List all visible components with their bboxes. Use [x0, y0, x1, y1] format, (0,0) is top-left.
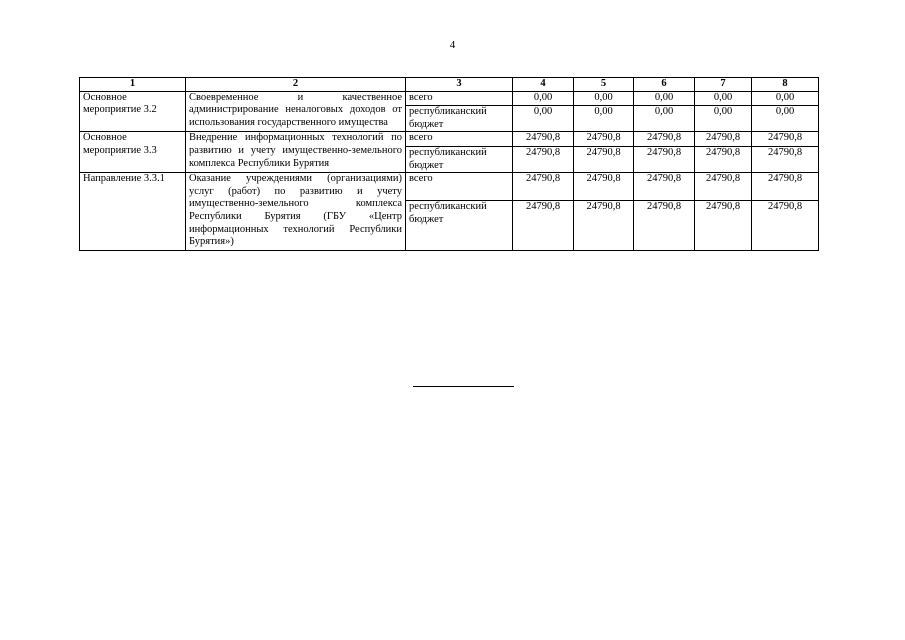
funding-source: республиканский бюджет — [406, 106, 513, 132]
value-cell: 24790,8 — [513, 146, 574, 172]
value-cell: 24790,8 — [752, 146, 819, 172]
row-description: Своевременное и качественное администрирование неналоговых доходов от использования государственного имущества — [186, 91, 406, 132]
value-cell: 24790,8 — [695, 132, 752, 147]
funding-source: республиканский бюджет — [406, 146, 513, 172]
column-header: 1 — [80, 78, 186, 92]
value-cell: 24790,8 — [634, 132, 695, 147]
funding-source: всего — [406, 173, 513, 201]
value-cell: 24790,8 — [634, 173, 695, 201]
value-cell: 24790,8 — [513, 173, 574, 201]
value-cell: 24790,8 — [695, 173, 752, 201]
value-cell: 0,00 — [574, 106, 634, 132]
value-cell: 24790,8 — [695, 200, 752, 250]
column-header: 7 — [695, 78, 752, 92]
table-row — [80, 132, 819, 147]
value-cell: 0,00 — [634, 91, 695, 106]
value-cell: 24790,8 — [513, 200, 574, 250]
column-header: 4 — [513, 78, 574, 92]
value-cell: 24790,8 — [634, 200, 695, 250]
value-cell: 24790,8 — [695, 146, 752, 172]
value-cell: 0,00 — [752, 91, 819, 106]
value-cell: 24790,8 — [752, 200, 819, 250]
table-row — [80, 91, 819, 106]
value-cell: 24790,8 — [752, 173, 819, 201]
footer-separator-line — [413, 386, 514, 387]
value-cell: 0,00 — [634, 106, 695, 132]
row-description: Внедрение информационных технологий по развитию и учету имущественно-земельного комплекса Республики Бурятия — [186, 132, 406, 173]
column-header: 2 — [186, 78, 406, 92]
column-header: 5 — [574, 78, 634, 92]
value-cell: 24790,8 — [752, 132, 819, 147]
value-cell: 24790,8 — [574, 146, 634, 172]
page-number: 4 — [449, 39, 456, 51]
column-header: 3 — [406, 78, 513, 92]
value-cell: 0,00 — [574, 91, 634, 106]
table-row — [80, 173, 819, 201]
value-cell: 0,00 — [513, 91, 574, 106]
row-label: Направление 3.3.1 — [80, 173, 186, 251]
value-cell: 24790,8 — [574, 200, 634, 250]
column-header: 8 — [752, 78, 819, 92]
funding-source: всего — [406, 132, 513, 147]
value-cell: 24790,8 — [513, 132, 574, 147]
funding-source: всего — [406, 91, 513, 106]
funding-source: республиканский бюджет — [406, 200, 513, 250]
value-cell: 24790,8 — [634, 146, 695, 172]
value-cell: 0,00 — [695, 91, 752, 106]
budget-table — [79, 77, 819, 251]
row-label: Основное мероприятие 3.3 — [80, 132, 186, 173]
row-description: Оказание учреждениями (организациями) услуг (работ) по развитию и учету имущественно-земельного комплекса Республики Бурятия (ГБУ «Центр информационных технологий Республики Бурятия») — [186, 173, 406, 251]
value-cell: 0,00 — [695, 106, 752, 132]
column-header: 6 — [634, 78, 695, 92]
value-cell: 24790,8 — [574, 173, 634, 201]
row-label: Основное мероприятие 3.2 — [80, 91, 186, 132]
value-cell: 24790,8 — [574, 132, 634, 147]
header-row — [80, 78, 819, 92]
value-cell: 0,00 — [513, 106, 574, 132]
value-cell: 0,00 — [752, 106, 819, 132]
